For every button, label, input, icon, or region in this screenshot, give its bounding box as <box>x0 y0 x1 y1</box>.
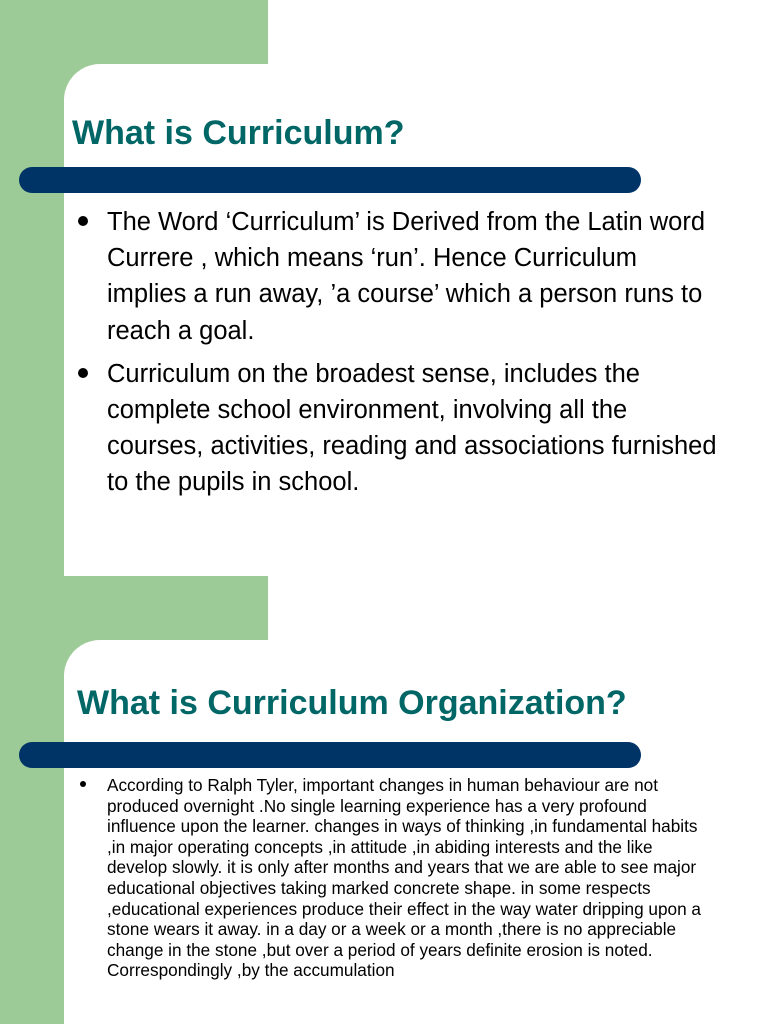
bullet-list <box>72 204 722 508</box>
bullet-item <box>72 356 722 501</box>
bullet-item <box>72 775 712 981</box>
bullet-dot-icon <box>80 781 86 787</box>
slide-title: What is Curriculum? <box>72 114 405 152</box>
slide-title: What is Curriculum Organization? <box>77 684 627 722</box>
bullet-list <box>72 775 712 981</box>
bullet-dot-icon <box>78 216 88 226</box>
bullet-text: Curriculum on the broadest sense, includes the complete school environment, involving all the courses, activities, reading and associations furnished to the pupils in school. <box>107 359 717 497</box>
bullet-text: According to Ralph Tyler, important changes in human behaviour are not produced overnight .No single learning experience has a very profound influence upon the learner. changes in ways of thinking ,in fundamental habits ,in major operating concepts ,in attitude ,in abiding interests and the like develop slowly. it is only after months and years that we are able to see major educational objectives taking marked concrete shape. in some respects ,educational experiences produce their effect in the way water dripping upon a stone wears it away. in a day or a week or a month ,there is no appreciable change in the stone ,but over a period of years definite erosion is noted. Correspondingly ,by the accumulation <box>107 775 701 981</box>
bullet-text: The Word ‘Curriculum’ is Derived from the Latin word Currere , which means ‘run’. Hence Curriculum implies a run away, ’a course’ which a person runs to reach a goal. <box>107 208 706 345</box>
slide-2 <box>0 576 768 1024</box>
bullet-item <box>72 204 722 349</box>
title-underline-bar <box>19 167 641 193</box>
bullet-dot-icon <box>78 368 88 378</box>
title-underline-bar <box>19 742 641 768</box>
